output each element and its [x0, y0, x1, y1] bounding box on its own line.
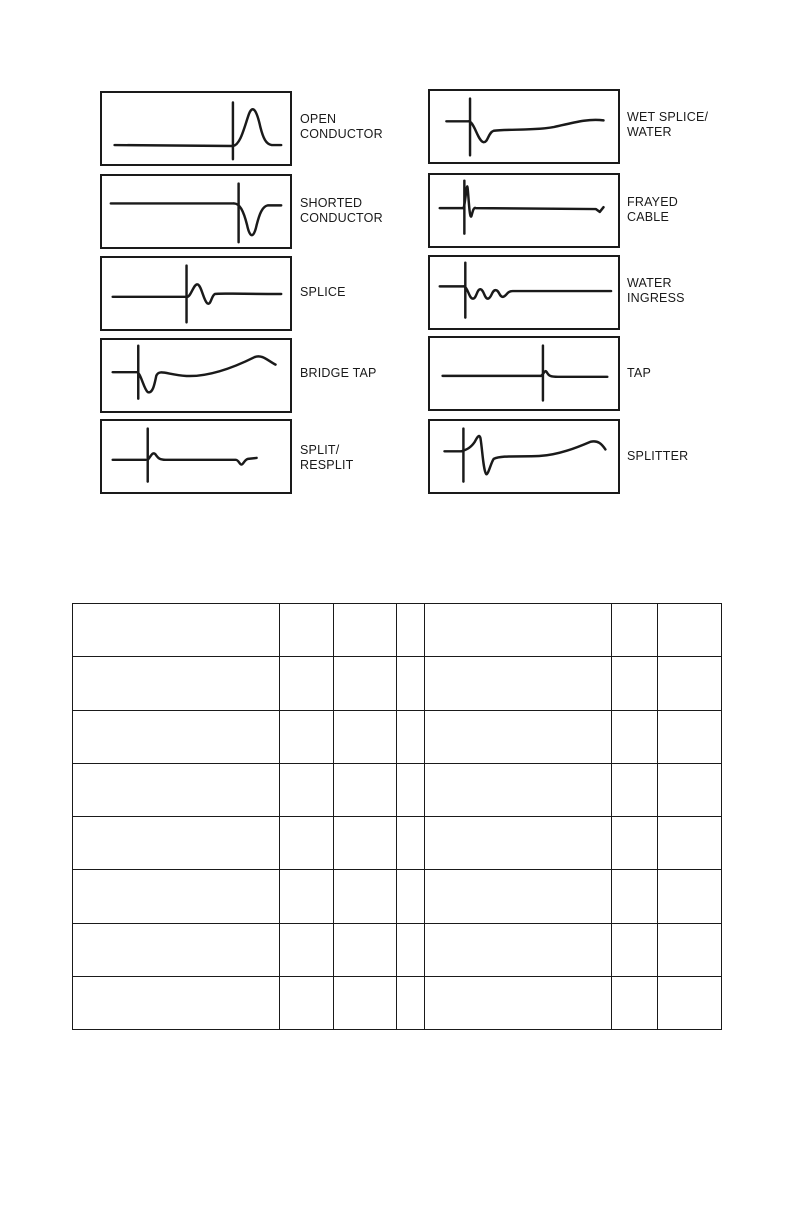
trace-split-resplit [100, 419, 292, 494]
table-cell[interactable] [658, 870, 722, 923]
table-row [73, 976, 722, 1029]
trace-bridge-tap [100, 338, 292, 413]
table-cell[interactable] [397, 710, 425, 763]
trace-label-bridge-tap: BRIDGE TAP [300, 366, 377, 380]
wet-splice-water-trace-icon [430, 91, 618, 162]
record-table [72, 603, 722, 1030]
table-cell[interactable] [280, 976, 334, 1029]
table-cell[interactable] [658, 817, 722, 870]
table-row [73, 604, 722, 657]
table-cell[interactable] [280, 710, 334, 763]
bridge-tap-trace-icon [102, 340, 290, 411]
trace-label-tap: TAP [627, 366, 651, 380]
trace-frayed-cable [428, 173, 620, 248]
table-cell[interactable] [73, 817, 280, 870]
table-cell[interactable] [612, 657, 658, 710]
table-cell[interactable] [612, 923, 658, 976]
table-cell[interactable] [397, 657, 425, 710]
trace-tap [428, 336, 620, 411]
table-cell[interactable] [280, 604, 334, 657]
table-cell[interactable] [425, 976, 612, 1029]
frayed-cable-trace-icon [430, 175, 618, 246]
table-cell[interactable] [73, 923, 280, 976]
table-cell[interactable] [397, 817, 425, 870]
table-row [73, 923, 722, 976]
table-cell[interactable] [425, 923, 612, 976]
table-cell[interactable] [280, 923, 334, 976]
table-cell[interactable] [280, 763, 334, 816]
trace-wet-splice-water [428, 89, 620, 164]
table-cell[interactable] [334, 604, 397, 657]
trace-water-ingress [428, 255, 620, 330]
table-row [73, 763, 722, 816]
table-row [73, 710, 722, 763]
table-cell[interactable] [658, 763, 722, 816]
splitter-trace-icon [430, 421, 618, 492]
trace-open-conductor [100, 91, 292, 166]
table-row [73, 870, 722, 923]
water-ingress-trace-icon [430, 257, 618, 328]
table-cell[interactable] [73, 763, 280, 816]
table-cell[interactable] [658, 710, 722, 763]
table-cell[interactable] [397, 976, 425, 1029]
table-cell[interactable] [612, 976, 658, 1029]
table-cell[interactable] [612, 763, 658, 816]
table-cell[interactable] [612, 870, 658, 923]
table-cell[interactable] [397, 604, 425, 657]
table-cell[interactable] [425, 604, 612, 657]
trace-label-water-ingress: WATER INGRESS [627, 276, 685, 305]
table-cell[interactable] [334, 870, 397, 923]
table-row [73, 657, 722, 710]
trace-splice [100, 256, 292, 331]
table-cell[interactable] [334, 817, 397, 870]
table-cell[interactable] [73, 870, 280, 923]
table-cell[interactable] [73, 657, 280, 710]
table-cell[interactable] [334, 763, 397, 816]
table-cell[interactable] [658, 923, 722, 976]
shorted-conductor-trace-icon [102, 176, 290, 247]
table-cell[interactable] [334, 710, 397, 763]
table-cell[interactable] [73, 976, 280, 1029]
table-cell[interactable] [425, 870, 612, 923]
trace-shorted-conductor [100, 174, 292, 249]
table-cell[interactable] [612, 604, 658, 657]
splice-trace-icon [102, 258, 290, 329]
trace-label-wet-splice-water: WET SPLICE/ WATER [627, 110, 709, 139]
trace-label-splitter: SPLITTER [627, 449, 689, 463]
table-cell[interactable] [397, 923, 425, 976]
trace-label-frayed-cable: FRAYED CABLE [627, 195, 678, 224]
table-cell[interactable] [612, 817, 658, 870]
table-row [73, 817, 722, 870]
table-cell[interactable] [73, 604, 280, 657]
table-cell[interactable] [280, 817, 334, 870]
trace-label-split-resplit: SPLIT/ RESPLIT [300, 443, 354, 472]
table-cell[interactable] [425, 657, 612, 710]
table-cell[interactable] [397, 763, 425, 816]
trace-label-open-conductor: OPEN CONDUCTOR [300, 112, 383, 141]
table-cell[interactable] [612, 710, 658, 763]
record-table-body [73, 604, 722, 1030]
table-cell[interactable] [280, 657, 334, 710]
table-cell[interactable] [658, 657, 722, 710]
trace-label-shorted-conductor: SHORTED CONDUCTOR [300, 196, 383, 225]
table-cell[interactable] [73, 710, 280, 763]
table-cell[interactable] [334, 657, 397, 710]
split-resplit-trace-icon [102, 421, 290, 492]
table-cell[interactable] [658, 604, 722, 657]
table-cell[interactable] [280, 870, 334, 923]
open-conductor-trace-icon [102, 93, 290, 164]
table-cell[interactable] [658, 976, 722, 1029]
trace-splitter [428, 419, 620, 494]
table-cell[interactable] [425, 710, 612, 763]
tap-trace-icon [430, 338, 618, 409]
table-cell[interactable] [334, 923, 397, 976]
trace-label-splice: SPLICE [300, 285, 346, 299]
table-cell[interactable] [397, 870, 425, 923]
table-cell[interactable] [425, 763, 612, 816]
table-cell[interactable] [425, 817, 612, 870]
table-cell[interactable] [334, 976, 397, 1029]
